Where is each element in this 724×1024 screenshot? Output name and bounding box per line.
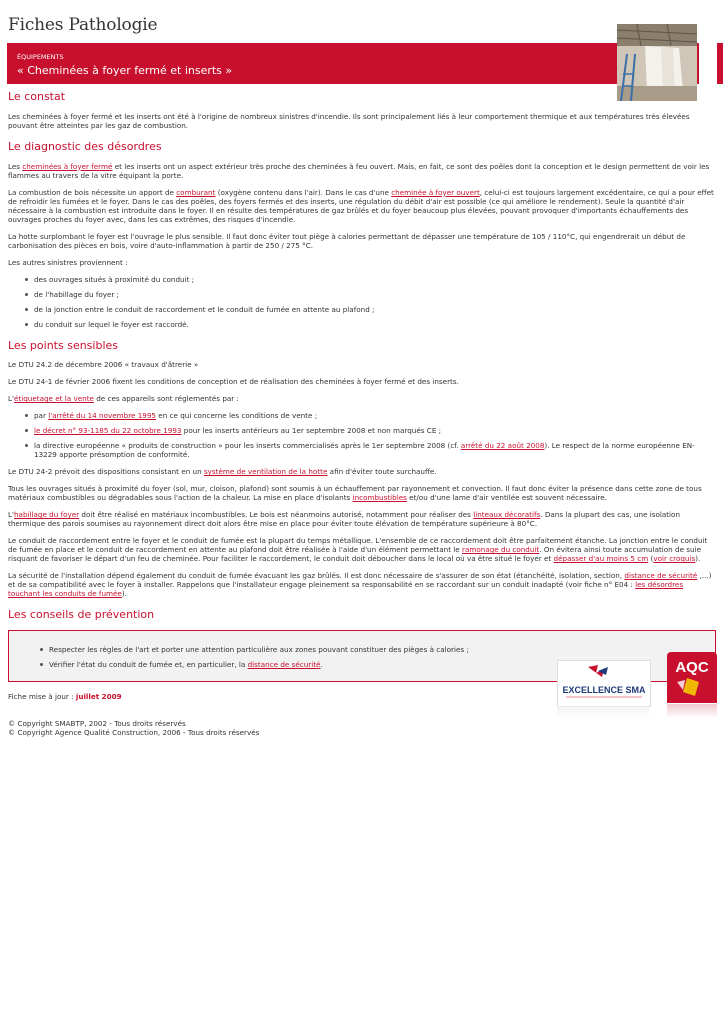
- copyright: [8, 719, 716, 737]
- list-item: le décret n° 93-1185 du 22 octobre 1993 pour les inserts antérieurs au 1er septembre 2008 et non marqués CE ;: [34, 426, 716, 435]
- link-cheminee-foyer-ouvert[interactable]: cheminée à foyer ouvert: [391, 187, 480, 197]
- link-incombustibles[interactable]: incombustibles: [352, 493, 407, 503]
- section-heading-points: Les points sensibles: [8, 338, 119, 352]
- excellence-sma-logo: [557, 660, 651, 707]
- diagnostic-paragraph-2: La combustion de bois nécessite un apport de comburant (oxygène contenu dans l'air). Dans le cas d'une cheminée à foyer ouvert, celui-ci est toujours largement excédentaire, ce qui a pour effet de refroidir les fumées et le foyer. Dans le cas des poêles, des foyers fermés et des inserts, une régulation du débit d'air est possible (ce qui améliore le rendement). Seule la quantité d'air nécessaire à la combustion est introduite dans le foyer. Il en résulte des températures de gaz brûlés et du foyer beaucoup plus élevées, pouvant provoquer d'importants échauffements des ouvrages proches du foyer avec, dans les cas extrêmes, des risques d'incendie.: [8, 187, 714, 224]
- list-item: Vérifier l'état du conduit de fumée et, en particulier, la distance de sécurité.: [49, 660, 715, 669]
- link-comburant[interactable]: comburant: [176, 187, 216, 197]
- list-item: de l'habillage du foyer ;: [34, 290, 716, 299]
- link-ramonage-conduit[interactable]: ramonage du conduit: [462, 545, 540, 555]
- points-paragraph-1: Le DTU 24.2 de décembre 2006 « travaux d'âtrerie »: [8, 360, 199, 370]
- constat-text: Les cheminées à foyer fermé et les inserts ont été à l'origine de nombreux sinistres d'incendie. Ils sont principalement liés à leur comportement thermique et aux températures très élevées pouvant être atteintes par les gaz de combustion.: [8, 111, 690, 130]
- diagnostic-paragraph-4: Les autres sinistres proviennent :: [8, 257, 128, 267]
- link-desordres-conduits[interactable]: les désordres touchant les conduits de fumée: [8, 580, 684, 599]
- site-title: Fiches Pathologie: [8, 15, 158, 35]
- excellence-sma-logo-reflection: [557, 706, 649, 720]
- link-distance-securite[interactable]: distance de sécurité: [624, 571, 698, 581]
- points-paragraph-7: Le conduit de raccordement entre le foyer et le conduit de fumée est la plupart du temps métallique. L'ensemble de ce raccordement doit être parfaitement étanche. La jonction entre le conduit de fumée en place et le conduit de raccordement en attente au plafond doit être réalisée à l'aide d'un élément permettant le ramonage du conduit. On évitera ainsi toute accumulation de suie risquant de favoriser le départ d'un feu de cheminée. Pour faciliter le raccordement, le conduit doit déboucher dans le local où va être situé le foyer et dépasser d'au moins 5 cm (voir croquis).: [8, 536, 708, 564]
- svg-text:AQC: AQC: [675, 659, 709, 676]
- link-decret-1993[interactable]: le décret n° 93-1185 du 22 octobre 1993: [34, 426, 182, 436]
- points-paragraph-6: L'habillage du foyer doit être réalisé en matériaux incombustibles. Le bois est néanmoins autorisé, notamment pour réaliser des linteaux décoratifs. Dans la plupart des cas, une isolation thermique des parois soumises au rayonnement direct doit alors être mise en place pour éviter toute élévation de température supérieure à 80°C.: [8, 510, 681, 529]
- link-habillage-foyer[interactable]: habillage du foyer: [13, 510, 80, 520]
- points-paragraph-5: Tous les ouvrages situés à proximité du foyer (sol, mur, cloison, plafond) sont soumis à un échauffement par rayonnement et convection. Il faut donc éviter la présence dans cette zone de tous matériaux combustibles ou dégradables sous l'action de la chaleur. La mise en place d'isolants incombustibles et/ou d'une lame d'air ventilée est souvent nécessaire.: [8, 484, 702, 503]
- list-item: Respecter les règles de l'art et porter une attention particulière aux zones pouvant constituer des pièges à calories ;: [49, 645, 715, 654]
- aqc-logo: [667, 652, 717, 703]
- main-content: [8, 90, 716, 737]
- sinistres-list: [8, 275, 716, 329]
- page-banner: [7, 43, 723, 84]
- link-ventilation-hotte[interactable]: système de ventilation de la hotte: [203, 467, 328, 477]
- points-paragraph-3: L'étiquetage et la vente de ces appareils sont réglementés par :: [8, 394, 239, 404]
- diagnostic-paragraph-1: Les cheminées à foyer fermé et les inserts ont un aspect extérieur très proche des cheminées à feu ouvert. Mais, en fait, ce sont des poêles dont la conception et le design permettent de voir les flammes au travers de la vitre équipant la porte.: [8, 161, 710, 180]
- list-item: la directive européenne « produits de construction » pour les inserts commercialisés après le 1er septembre 2008 (cf. arrêté du 22 août 2008). Le respect de la norme européenne EN-13229 apporte présomption de conformité.: [34, 441, 716, 459]
- list-item: des ouvrages situés à proximité du conduit ;: [34, 275, 716, 284]
- link-arrete-2008[interactable]: arrêté du 22 août 2008: [460, 441, 545, 451]
- link-arrete-1995[interactable]: l'arrêté du 14 novembre 1995: [48, 411, 156, 421]
- reglementation-list: [8, 411, 716, 459]
- list-item: du conduit sur lequel le foyer est raccordé.: [34, 320, 716, 329]
- list-item: par l'arrêté du 14 novembre 1995 en ce qui concerne les conditions de vente ;: [34, 411, 716, 420]
- page-title: « Cheminées à foyer fermé et inserts »: [17, 64, 233, 77]
- link-etiquetage-vente[interactable]: étiquetage et la vente: [13, 394, 94, 404]
- link-voir-croquis[interactable]: voir croquis: [653, 554, 696, 564]
- link-depasser-5cm[interactable]: dépasser d'au moins 5 cm: [553, 554, 649, 564]
- points-paragraph-8: La sécurité de l'installation dépend également du conduit de fumée évacuant les gaz brûlés. Il est donc nécessaire de s'assurer de son état (étanchéité, isolation, section, distance de sécurité ,...) et de sa compatibilité avec le foyer à installer. Rappelons que l'installateur engage pleinement sa responsabilité en se raccordant sur un conduit inadapté (voir fiche n° E04 : les désordres touchant les conduits de fumée).: [8, 571, 712, 599]
- aqc-logo-reflection: [667, 704, 717, 718]
- points-paragraph-2: Le DTU 24-1 de février 2006 fixent les conditions de conception et de réalisation des cheminées à foyer fermé et des inserts.: [8, 377, 459, 387]
- points-paragraph-4: Le DTU 24-2 prévoit des dispositions consistant en un système de ventilation de la hotte afin d'éviter toute surchauffe.: [8, 467, 437, 477]
- copyright-aqc: © Copyright Agence Qualité Construction, 2006 - Tous droits réservés: [8, 728, 260, 737]
- banner-tab: [698, 43, 717, 84]
- update-date: Fiche mise à jour : juillet 2009: [8, 692, 122, 701]
- banner-category: ÉQUIPEMENTS: [17, 53, 64, 61]
- section-heading-constat: Le constat: [8, 90, 66, 103]
- diagnostic-paragraph-3: La hotte surplombant le foyer est l'ouvrage le plus sensible. Il faut donc éviter tout piège à calories permettant de dépasser une température de 105 / 110°C, qui engendrerait un début de carbonisation des pièces en bois, voire d'auto-inflammation à partir de 250 / 275 °C.: [8, 231, 686, 250]
- list-item: de la jonction entre le conduit de raccordement et le conduit de fumée en attente au plafond ;: [34, 305, 716, 314]
- section-heading-conseils: Les conseils de prévention: [8, 608, 155, 622]
- link-distance-securite-2[interactable]: distance de sécurité: [247, 660, 321, 669]
- link-linteaux-decoratifs[interactable]: linteaux décoratifs: [473, 510, 541, 520]
- svg-text:EXCELLENCE SMA: EXCELLENCE SMA: [562, 685, 646, 695]
- link-cheminees-foyer-ferme[interactable]: cheminées à foyer fermé: [22, 161, 113, 171]
- section-heading-diagnostic: Le diagnostic des désordres: [8, 139, 162, 153]
- copyright-smabtp: © Copyright SMABTP, 2002 - Tous droits réservés: [8, 719, 186, 728]
